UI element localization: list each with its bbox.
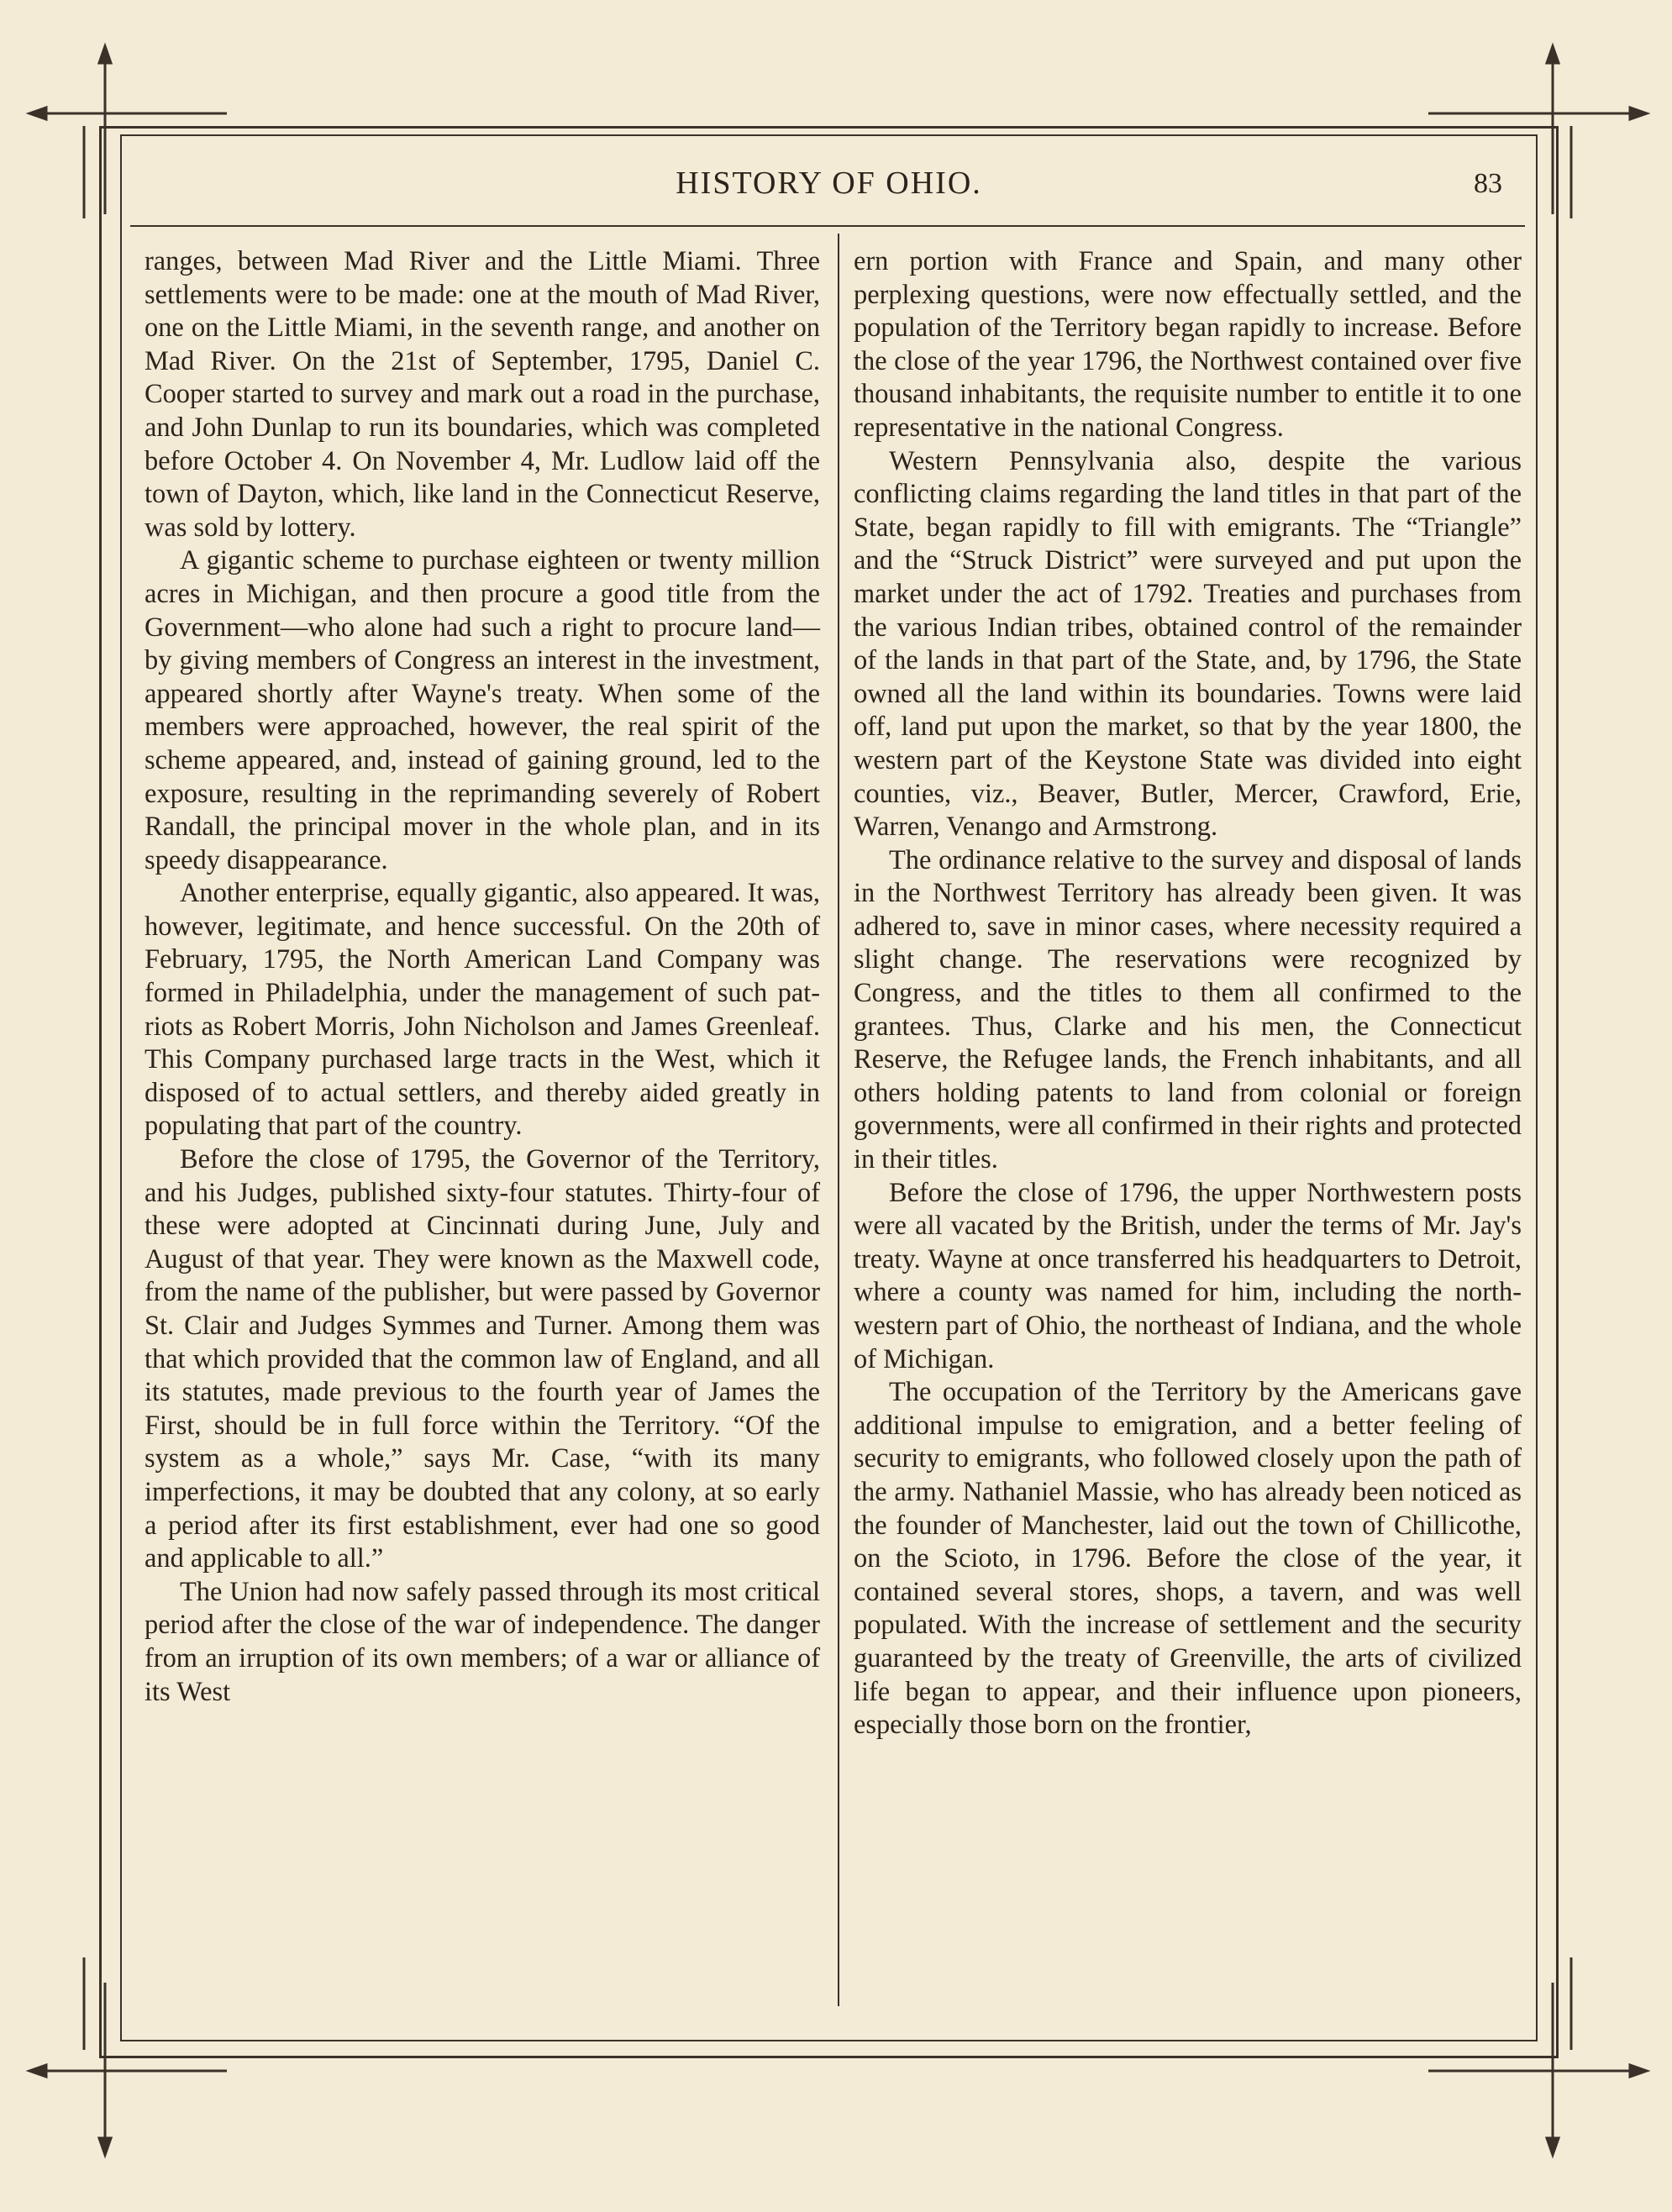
- paragraph: ern portion with France and Spain, and many other perplexing questions, were now effectually settled, and the population of the Territory began rapidly to increase. Before the close of the year 1796, the Northwest contained over five thousand inhabitants, the requisite number to entitle it to one representative in the national Congress.: [854, 246, 1522, 443]
- page-title: HISTORY OF OHIO.: [676, 166, 982, 201]
- paragraph: ranges, between Mad River and the Little Miami. Three settlements were to be made: one at the mouth of Mad River, one on the Little Miami, in the seventh range, and another on Mad River. On the 21st of September, 1795, Daniel C. Cooper started to survey and mark out a road in the purchase, and John Dunlap to run its boundaries, which was completed before October 4. On November 4, Mr. Ludlow laid off the town of Dayton, which, like land in the Connecticut Reserve, was sold by lottery.: [145, 246, 820, 543]
- text-column-left: [145, 245, 820, 1709]
- paragraph: Before the close of 1795, the Governor of the Territory, and his Judges, published sixty-four statutes. Thirty-four of these were adopted at Cincinnati during June, July and August of that year. They were known as the Maxwell code, from the name of the publisher, but were passed by Governor St. Clair and Judges Symmes and Turner. Among them was that which provided that the common law of England, and all its statutes, made previous to the fourth year of James the First, should be in full force within the Territory. “Of the system as a whole,” says Mr. Case, “with its many imperfections, it may be doubted that any colony, at so early a period after its first establishment, ever had one so good and applicable to all.”: [145, 1144, 820, 1574]
- paragraph: Western Pennsylvania also, despite the various conflicting claims regarding the land titles in that part of the State, began rapidly to fill with emigrants. The “Triangle” and the “Struck District” were surveyed and put upon the market under the act of 1792. Treaties and purchases from the various Indian tribes, obtained control of the remainder of the lands in that part of the State, and, by 1796, the State owned all the land within its boundaries. Towns were laid off, land put upon the market, so that by the year 1800, the western part of the Keystone State was divided into eight counties, viz., Beaver, Butler, Mercer, Crawford, Erie, Warren, Venango and Armstrong.: [854, 445, 1522, 843]
- text-column-right: [854, 245, 1522, 1742]
- arrow-icon: [1547, 2138, 1559, 2155]
- header-rule: [130, 225, 1525, 227]
- arrow-icon: [1630, 108, 1647, 119]
- paragraph: The occupation of the Territory by the Americans gave additional impulse to emigration, and a better feeling of security to emigrants, who followed closely upon the path of the army. Nathaniel Massie, who has already been noticed as the founder of Manchester, laid out the town of Chillicothe, on the Scioto, in 1796. Before the close of the year, it contained several stores, shops, a tavern, and was well populated. With the increase of settlement and the security guaranteed by the treaty of Greenville, the arts of civilized life began to appear, and their influence upon pioneers, especially those born on the frontier,: [854, 1377, 1522, 1741]
- paragraph: Before the close of 1796, the upper Northwestern posts were all vacated by the British, under the terms of Mr. Jay's treaty. Wayne at once transferred his headquarters to Detroit, where a county was named for him, including the northwestern part of Ohio, the northeast of Indiana, and the whole of Michigan.: [854, 1177, 1522, 1374]
- paragraph: The Union had now safely passed through its most critical period after the close of the war of independence. The danger from an irruption of its own members; of a war or alliance of its West: [145, 1576, 820, 1707]
- page-number: 83: [1474, 168, 1502, 199]
- arrow-icon: [29, 108, 46, 119]
- arrow-icon: [29, 2065, 46, 2077]
- page-header: [120, 165, 1538, 212]
- arrow-icon: [1547, 46, 1559, 63]
- paragraph: A gigantic scheme to purchase eighteen or twenty million acres in Michigan, and then procure a good title from the Government—who alone had such a right to procure land—by giving members of Congress an interest in the investment, appeared shortly after Wayne's treaty. When some of the members were approached, however, the real spirit of the scheme appeared, and, instead of gaining ground, led to the exposure, resulting in the reprimanding severely of Robert Randall, the principal mover in the whole plan, and in its speedy disappearance.: [145, 545, 820, 875]
- column-divider: [838, 234, 839, 2006]
- arrow-icon: [99, 46, 111, 63]
- paragraph: The ordinance relative to the survey and disposal of lands in the Northwest Territory has already been given. It was adhered to, save in minor cases, where necessity required a slight change. The reservations were recognized by Congress, and the titles to them all confirmed to the grantees. Thus, Clarke and his men, the Connecticut Reserve, the Refugee lands, the French inhabitants, and all others holding patents to land from colonial or foreign governments, were all confirmed in their rights and protected in their titles.: [854, 844, 1522, 1175]
- paragraph: Another enterprise, equally gigantic, also appeared. It was, however, legitimate, and hence successful. On the 20th of February, 1795, the North American Land Company was formed in Philadelphia, under the management of such patriots as Robert Morris, John Nicholson and James Greenleaf. This Company purchased large tracts in the West, which it disposed of to actual settlers, and thereby aided greatly in populating that part of the country.: [145, 878, 820, 1142]
- arrow-icon: [99, 2138, 111, 2155]
- arrow-icon: [1630, 2065, 1647, 2077]
